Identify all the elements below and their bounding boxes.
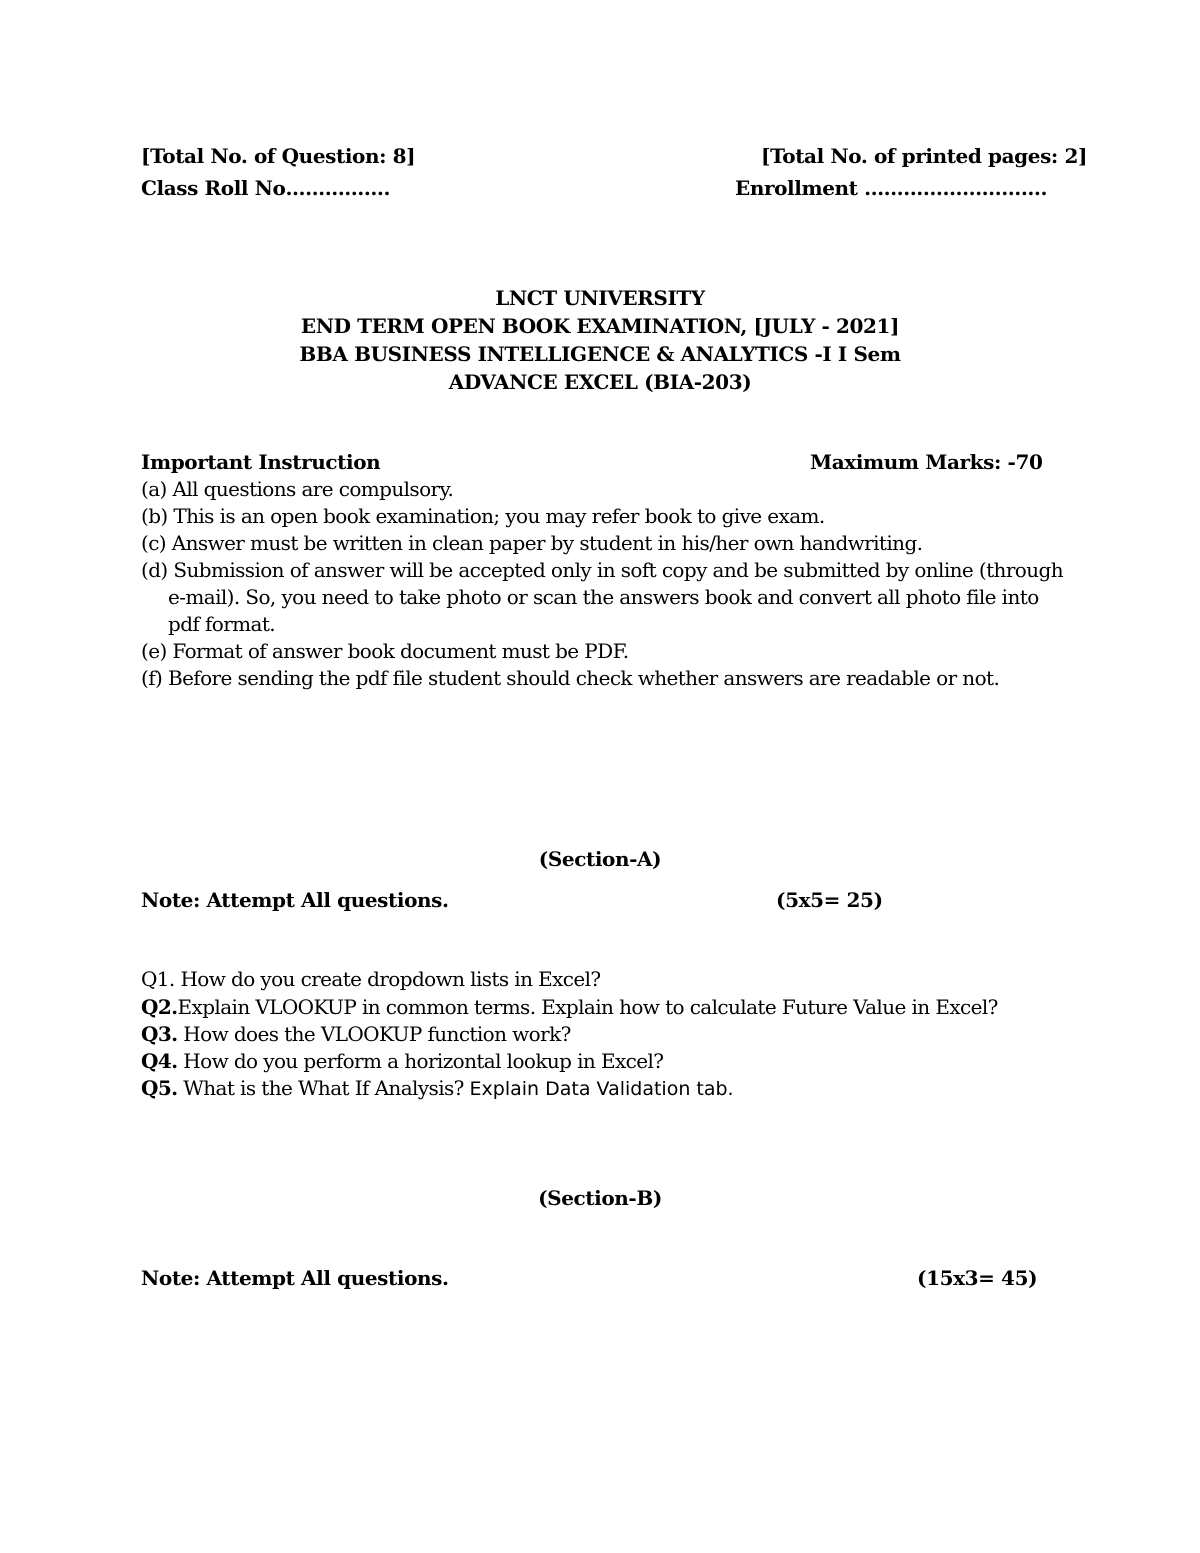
question-4-text: How do you perform a horizontal lookup in Excel?: [183, 1049, 664, 1073]
section-a-note: Note: Attempt All questions.: [141, 888, 449, 912]
maximum-marks: Maximum Marks: -70: [810, 450, 1043, 474]
instruction-f: (f) Before sending the pdf file student should check whether answers are readable or not.: [141, 666, 1000, 690]
total-questions: [Total No. of Question: 8]: [141, 144, 416, 168]
question-5: [141, 1076, 734, 1100]
instruction-d-cont-2: pdf format.: [168, 612, 276, 636]
question-5-extra: Explain Data Validation tab.: [469, 1078, 734, 1100]
question-2: [141, 995, 998, 1019]
university-title: LNCT UNIVERSITY: [495, 286, 705, 310]
question-1-number: Q1.: [141, 967, 175, 991]
question-1-text: How do you create dropdown lists in Excel?: [180, 967, 601, 991]
section-a-heading: (Section-A): [538, 847, 662, 871]
question-4: [141, 1049, 663, 1073]
question-3-number: Q3.: [141, 1022, 178, 1046]
total-printed-pages: [Total No. of printed pages: 2]: [761, 144, 1088, 168]
question-4-number: Q4.: [141, 1049, 178, 1073]
program-title: BBA BUSINESS INTELLIGENCE & ANALYTICS -I I Sem: [299, 342, 901, 366]
instruction-e: (e) Format of answer book document must be PDF.: [141, 639, 629, 663]
section-b-marks: (15x3= 45): [917, 1266, 1038, 1290]
section-b-heading: (Section-B): [538, 1186, 662, 1210]
enrollment: Enrollment ……………………….: [735, 176, 1048, 200]
question-3-text: How does the VLOOKUP function work?: [183, 1022, 571, 1046]
instruction-d: (d) Submission of answer will be accepted only in soft copy and be submitted by online (through: [141, 558, 1064, 582]
class-roll-no: Class Roll No…………….: [141, 176, 391, 200]
instructions-heading: Important Instruction: [141, 450, 381, 474]
question-5-number: Q5.: [141, 1076, 178, 1100]
question-1: [141, 967, 601, 991]
instruction-d-cont-1: e-mail). So, you need to take photo or scan the answers book and convert all photo file into: [168, 585, 1039, 609]
question-5-text: What is the What If Analysis?: [183, 1076, 464, 1100]
instruction-c: (c) Answer must be written in clean paper by student in his/her own handwriting.: [141, 531, 923, 555]
question-2-number: Q2.: [141, 995, 178, 1019]
subject-title: ADVANCE EXCEL (BIA-203): [448, 370, 752, 394]
instruction-b: (b) This is an open book examination; you may refer book to give exam.: [141, 504, 825, 528]
section-a-marks: (5x5= 25): [776, 888, 883, 912]
question-3: [141, 1022, 571, 1046]
section-b-note: Note: Attempt All questions.: [141, 1266, 449, 1290]
exam-title: END TERM OPEN BOOK EXAMINATION, [JULY - 2021]: [300, 314, 900, 338]
question-2-text: Explain VLOOKUP in common terms. Explain how to calculate Future Value in Excel?: [177, 995, 998, 1019]
instruction-a: (a) All questions are compulsory.: [141, 477, 454, 501]
